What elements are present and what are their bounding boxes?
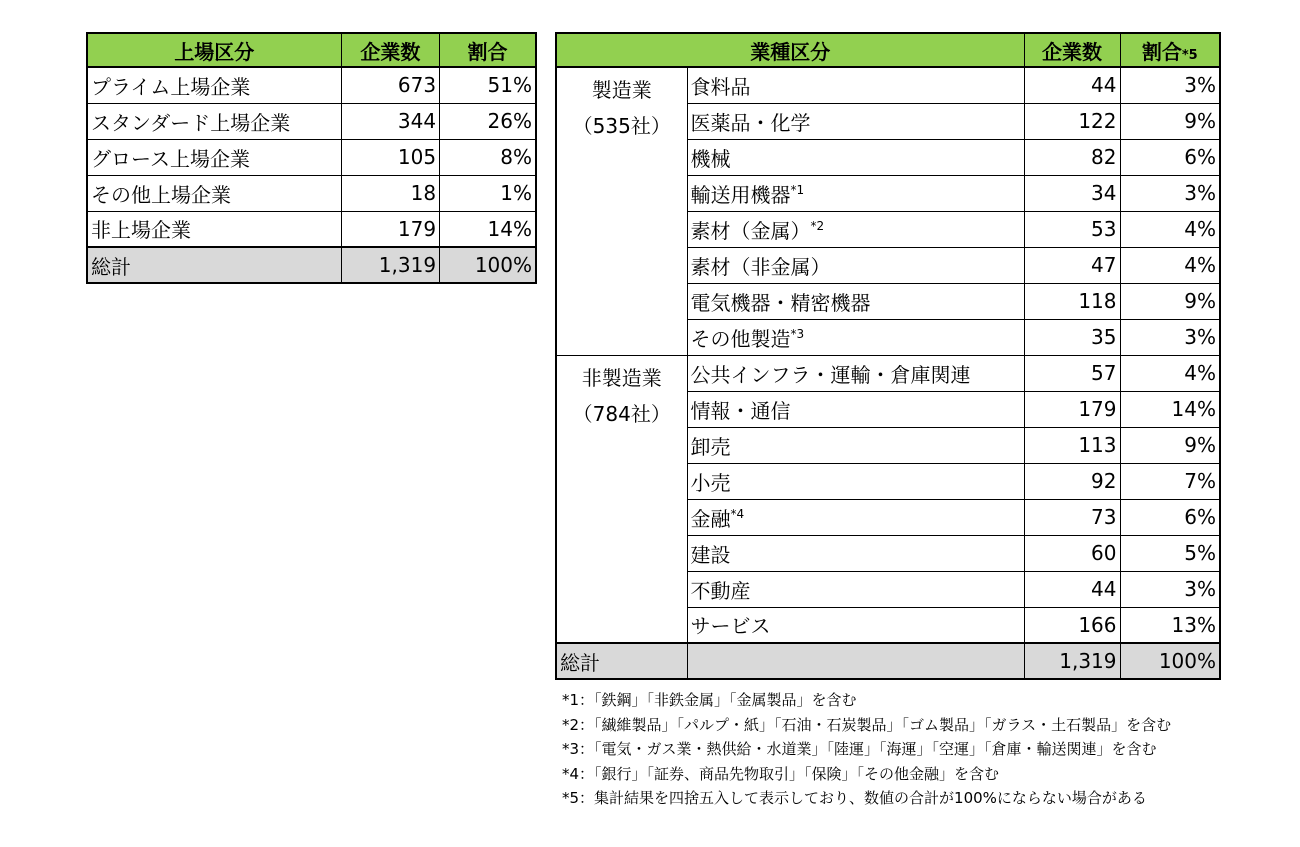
industry-label-cell: [687, 535, 1024, 571]
industry-label-cell: [687, 139, 1024, 175]
industry-count: 118: [1024, 283, 1120, 319]
listing-category-table: [86, 32, 537, 284]
industry-label-cell: [687, 67, 1024, 103]
listing-label: グロース上場企業: [87, 139, 341, 175]
table-row: [87, 139, 536, 175]
industry-category-table: [555, 32, 1221, 680]
industry-group-name: 非製造業: [581, 365, 662, 390]
listing-total-ratio: 100%: [440, 247, 536, 283]
industry-ratio: 9%: [1120, 427, 1220, 463]
industry-count: 60: [1024, 535, 1120, 571]
industry-label-note: *1: [790, 182, 805, 197]
industry-ratio: 14%: [1120, 391, 1220, 427]
industry-label-cell: [687, 175, 1024, 211]
listing-count: 179: [341, 211, 439, 247]
industry-ratio: 5%: [1120, 535, 1220, 571]
industry-label: 建設: [690, 542, 731, 567]
industry-table-header-row: [556, 33, 1220, 67]
industry-label: その他製造: [690, 326, 791, 351]
industry-ratio: 3%: [1120, 571, 1220, 607]
industry-count: 53: [1024, 211, 1120, 247]
industry-ratio-header-label: 割合: [1141, 39, 1182, 64]
industry-group-count: （784社）: [572, 401, 671, 426]
industry-ratio: 13%: [1120, 607, 1220, 643]
industry-count: 35: [1024, 319, 1120, 355]
industry-label: サービス: [690, 614, 771, 639]
listing-total-count: 1,319: [341, 247, 439, 283]
listing-count: 105: [341, 139, 439, 175]
industry-ratio: 6%: [1120, 139, 1220, 175]
listing-label: 非上場企業: [87, 211, 341, 247]
listing-label: その他上場企業: [87, 175, 341, 211]
listing-ratio: 51%: [440, 67, 536, 103]
industry-label-cell: [687, 103, 1024, 139]
industry-ratio: 3%: [1120, 319, 1220, 355]
industry-count: 113: [1024, 427, 1120, 463]
industry-count: 47: [1024, 247, 1120, 283]
industry-total-count: 1,319: [1024, 643, 1120, 679]
table-row: [87, 103, 536, 139]
industry-label-cell: [687, 463, 1024, 499]
footnote-3: *3：「電気・ガス業・熱供給・水道業」「陸運」「海運」「空運」「倉庫・輸送関連」を含む: [562, 740, 1157, 758]
table-row: [556, 355, 1220, 391]
industry-ratio: 9%: [1120, 103, 1220, 139]
listing-label: スタンダード上場企業: [87, 103, 341, 139]
industry-ratio: 6%: [1120, 499, 1220, 535]
industry-ratio-header-note: *5: [1181, 47, 1198, 63]
industry-label-cell: [687, 211, 1024, 247]
table-row: [87, 211, 536, 247]
industry-count: 179: [1024, 391, 1120, 427]
listing-ratio: 1%: [440, 175, 536, 211]
listing-ratio: 14%: [440, 211, 536, 247]
industry-ratio: 7%: [1120, 463, 1220, 499]
listing-count: 673: [341, 67, 439, 103]
footnote-2: *2：「繊維製品」「パルプ・紙」「石油・石炭製品」「ゴム製品」「ガラス・土石製品」を含む: [562, 715, 1172, 734]
industry-label-cell: [687, 607, 1024, 643]
industry-total-ratio: 100%: [1120, 643, 1220, 679]
industry-label-cell: [687, 391, 1024, 427]
industry-category-header: 業種区分: [556, 33, 1024, 67]
industry-label: 医薬品・化学: [690, 110, 811, 135]
listing-ratio: 8%: [440, 139, 536, 175]
industry-label: 素材（金属）: [690, 218, 811, 243]
industry-count: 44: [1024, 571, 1120, 607]
industry-count: 122: [1024, 103, 1120, 139]
industry-label: 金融: [690, 506, 731, 531]
listing-table-header-row: [87, 33, 536, 67]
listing-count: 18: [341, 175, 439, 211]
listing-total-label: 総計: [87, 247, 341, 283]
industry-label-cell: [687, 319, 1024, 355]
listing-count: 344: [341, 103, 439, 139]
industry-count: 44: [1024, 67, 1120, 103]
industry-label: 食料品: [690, 74, 751, 99]
industry-table-body: [556, 67, 1220, 679]
industry-count: 92: [1024, 463, 1120, 499]
industry-ratio: 3%: [1120, 67, 1220, 103]
listing-count-header: 企業数: [341, 33, 439, 67]
industry-label-cell: [687, 355, 1024, 391]
industry-group-name: 製造業: [591, 78, 652, 102]
industry-total-blank: [687, 643, 1024, 679]
industry-label: 輸送用機器: [690, 182, 791, 207]
industry-label-note: *4: [730, 506, 745, 521]
industry-total-label: 総計: [556, 643, 687, 679]
listing-category-header: 上場区分: [87, 33, 341, 67]
footnote-4: *4：「銀行」「証券、商品先物取引」「保険」「その他金融」を含む: [562, 764, 1000, 783]
industry-ratio: 4%: [1120, 211, 1220, 247]
industry-group-cell: [556, 355, 687, 643]
industry-label: 卸売: [690, 434, 731, 459]
industry-group-count: （535社）: [572, 114, 671, 138]
listing-ratio: 26%: [440, 103, 536, 139]
footnote-5: *5：集計結果を四捨五入して表示しており、数値の合計が100%にならない場合がある: [562, 789, 1147, 807]
industry-label-note: *3: [790, 326, 805, 341]
industry-label-note: *2: [810, 218, 825, 233]
industry-count-header: 企業数: [1024, 33, 1120, 67]
industry-total-row: [556, 643, 1220, 679]
industry-ratio-header: [1120, 33, 1220, 67]
industry-count: 73: [1024, 499, 1120, 535]
industry-label: 素材（非金属）: [690, 254, 831, 279]
industry-group-cell: [556, 67, 687, 355]
industry-count: 34: [1024, 175, 1120, 211]
industry-label: 機械: [690, 146, 731, 171]
industry-label-cell: [687, 247, 1024, 283]
industry-ratio: 4%: [1120, 247, 1220, 283]
industry-label: 公共インフラ・運輸・倉庫関連: [690, 362, 971, 387]
industry-ratio: 9%: [1120, 283, 1220, 319]
footnote-1: *1：「鉄鋼」「非鉄金属」「金属製品」を含む: [562, 691, 857, 709]
industry-ratio: 4%: [1120, 355, 1220, 391]
table-row: [556, 67, 1220, 103]
industry-label: 電気機器・精密機器: [690, 290, 871, 315]
footnotes: [562, 688, 1171, 811]
industry-count: 82: [1024, 139, 1120, 175]
table-row: [87, 175, 536, 211]
industry-label: 小売: [690, 470, 731, 495]
industry-count: 166: [1024, 607, 1120, 643]
industry-count: 57: [1024, 355, 1120, 391]
industry-label-cell: [687, 499, 1024, 535]
table-row: [87, 67, 536, 103]
industry-label-cell: [687, 427, 1024, 463]
listing-ratio-header: 割合: [440, 33, 536, 67]
industry-ratio: 3%: [1120, 175, 1220, 211]
listing-total-row: [87, 247, 536, 283]
industry-label: 情報・通信: [690, 398, 791, 423]
industry-label-cell: [687, 283, 1024, 319]
listing-label: プライム上場企業: [87, 67, 341, 103]
industry-label: 不動産: [690, 578, 751, 603]
industry-label-cell: [687, 571, 1024, 607]
